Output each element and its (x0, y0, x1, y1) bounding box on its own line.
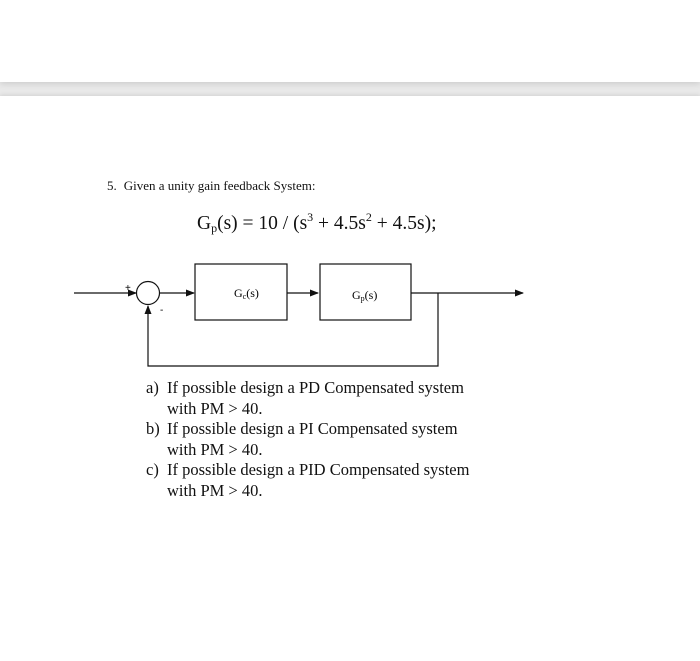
tf-lhs-argument: (s) (217, 213, 238, 234)
tf-equals-numerator: = 10 / (s (237, 213, 308, 234)
tf-lhs-subscript: p (211, 221, 218, 235)
part-letter: b) (146, 419, 160, 438)
part-letter: a) (146, 378, 159, 397)
part-a (146, 378, 527, 419)
question-parts (146, 378, 527, 501)
part-c (146, 460, 527, 501)
part-line-1: If possible design a PID Compensated system (167, 460, 470, 479)
minus-sign: - (160, 305, 164, 316)
part-line-2: with PM > 40. (167, 439, 263, 459)
controller-label: Gc(s) (234, 286, 259, 301)
question-number: 5. (107, 178, 117, 193)
part-line-2: with PM > 40. (167, 398, 263, 418)
feedback-path (148, 293, 438, 366)
tf-tail-term: + 4.5s); (371, 213, 437, 234)
part-line-1: If possible design a PD Compensated system (167, 378, 464, 397)
tf-middle-term: + 4.5s (313, 213, 366, 234)
part-line-2: with PM > 40. (167, 480, 263, 500)
plus-sign: + (125, 283, 131, 294)
summing-junction (137, 282, 160, 305)
question-text: Given a unity gain feedback System: (123, 178, 316, 193)
part-letter: c) (146, 460, 159, 479)
tf-exponent-3: 3 (307, 210, 314, 224)
part-line-1: If possible design a PI Compensated system (167, 419, 458, 438)
tf-lhs-symbol: G (197, 213, 212, 234)
tf-exponent-2: 2 (365, 210, 372, 224)
plant-label: Gp(s) (352, 288, 378, 303)
part-b (146, 419, 527, 460)
